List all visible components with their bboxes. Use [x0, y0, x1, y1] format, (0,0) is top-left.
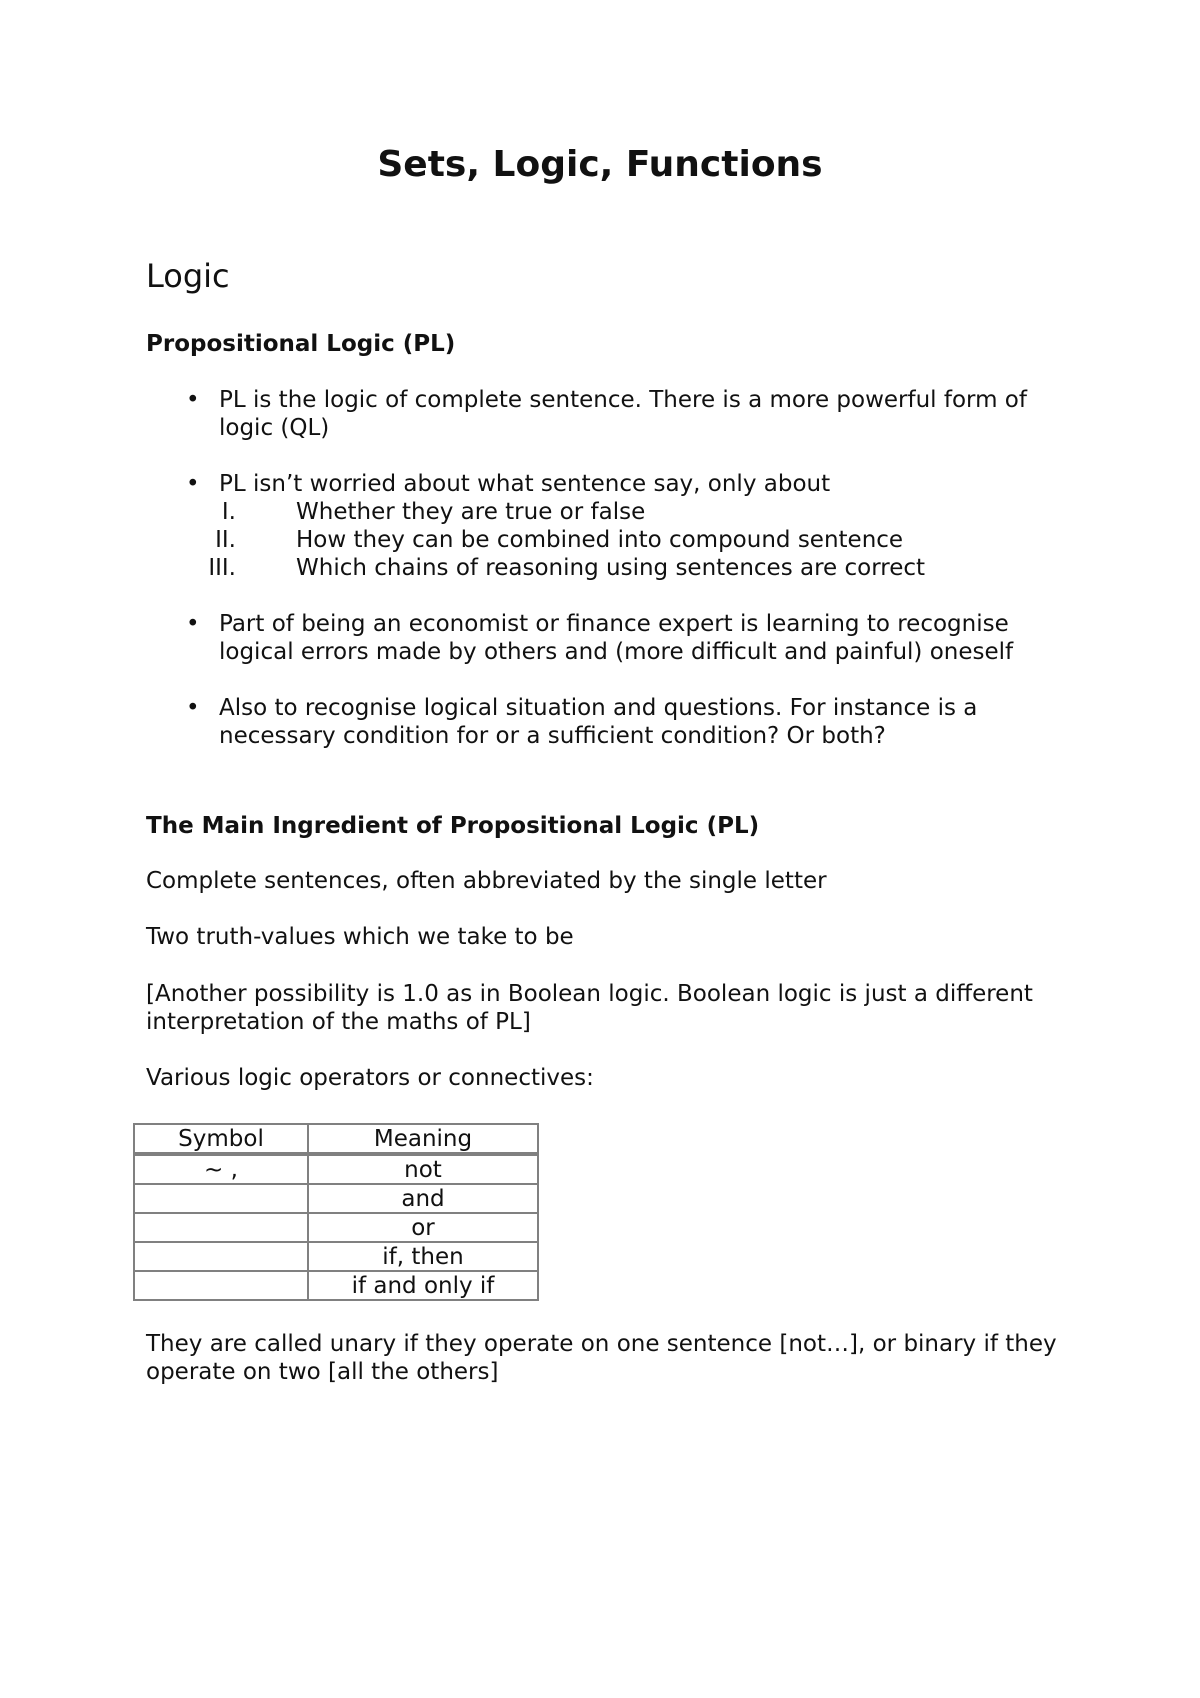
bullet-item [146, 470, 1076, 582]
section-heading-logic: Logic [146, 257, 230, 295]
table-header-meaning: Meaning [308, 1124, 538, 1154]
table-cell-symbol [134, 1242, 308, 1271]
table-cell-meaning: or [308, 1213, 538, 1242]
table-row [134, 1242, 538, 1271]
bullet-text: PL is the logic of complete sentence. There is a more powerful form of logic (QL) [219, 387, 1027, 441]
paragraph-complete-sentences: Complete sentences, often abbreviated by the single letter [146, 868, 827, 894]
table-cell-symbol [134, 1213, 308, 1242]
roman-subitem-text: Whether they are true or false [296, 499, 646, 525]
bullet-text: Also to recognise logical situation and questions. For instance is a necessary condition for or a sufficient condition? Or both? [219, 695, 978, 749]
bullet-item [146, 694, 1076, 750]
table-row [134, 1271, 538, 1300]
bullet-item [146, 386, 1076, 442]
subheading-main-ingredient: The Main Ingredient of Propositional Logic (PL) [146, 813, 760, 839]
bullet-text: PL isn’t worried about what sentence say, only about [219, 471, 831, 497]
paragraph-logic-operators: Various logic operators or connectives: [146, 1065, 594, 1091]
table-cell-meaning: and [308, 1184, 538, 1213]
table-cell-meaning: not [308, 1154, 538, 1184]
table-header-row [134, 1124, 538, 1154]
operators-table [133, 1123, 539, 1301]
table-cell-meaning: if, then [308, 1242, 538, 1271]
bullet-dot: • [186, 471, 200, 497]
table-header-symbol: Symbol [134, 1124, 308, 1154]
table-row [134, 1184, 538, 1213]
bullet-item [146, 610, 1076, 666]
table-cell-symbol: ~ , [134, 1154, 308, 1184]
roman-subitem [146, 554, 1076, 582]
roman-sublist [208, 498, 1076, 582]
paragraph-boolean-logic: [Another possibility is 1.0 as in Boolean logic. Boolean logic is just a different interpretation of the maths of PL] [146, 981, 1033, 1035]
table-row [134, 1154, 538, 1184]
bullet-list [146, 386, 1076, 778]
roman-numeral: I. [221, 499, 236, 525]
roman-subitem-text: How they can be combined into compound sentence [296, 527, 904, 553]
bullet-text: Part of being an economist or finance expert is learning to recognise logical errors made by others and (more difficult and painful) oneself [219, 611, 1014, 665]
roman-numeral: III. [208, 555, 236, 581]
document-title: Sets, Logic, Functions [377, 144, 823, 185]
table-cell-symbol [134, 1271, 308, 1300]
roman-numeral: II. [215, 527, 236, 553]
roman-subitem [146, 526, 1076, 554]
bullet-dot: • [186, 695, 200, 721]
bullet-dot: • [186, 611, 200, 637]
roman-subitem-text: Which chains of reasoning using sentences are correct [296, 555, 926, 581]
roman-subitem [146, 498, 1076, 526]
subheading-propositional-logic: Propositional Logic (PL) [146, 331, 456, 357]
bullet-dot: • [186, 387, 200, 413]
paragraph-unary-binary: They are called unary if they operate on one sentence [not…], or binary if they operate on two [all the others] [146, 1331, 1057, 1385]
paragraph-truth-values: Two truth-values which we take to be [146, 924, 574, 950]
table-cell-symbol [134, 1184, 308, 1213]
table-cell-meaning: if and only if [308, 1271, 538, 1300]
table-row [134, 1213, 538, 1242]
